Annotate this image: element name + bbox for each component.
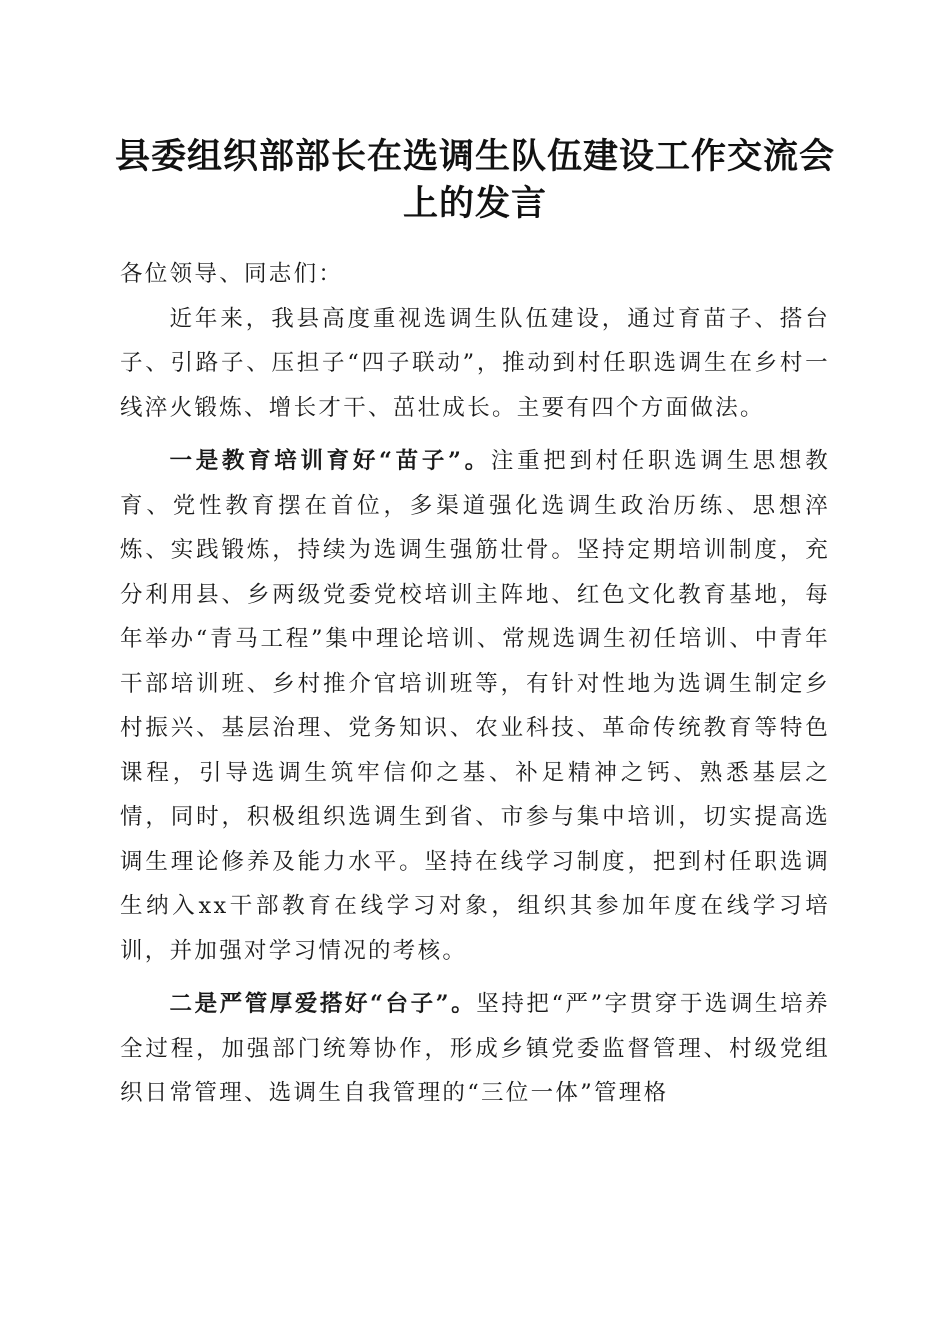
paragraph-text: 注重把到村任职选调生思想教育、党性教育摆在首位，多渠道强化选调生政治历练、思想淬炼、实践锻炼，持续为选调生强筋壮骨。坚持定期培训制度，充分利用县、乡两级党委党校培训主阵地、红色文化教育基地，每年举办“青马工程”集中理论培训、常规选调生初任培训、中青年干部培训班、乡村推介官培训班等，有针对性地为选调生制定乡村振兴、基层治理、党务知识、农业科技、革命传统教育等特色课程，引导选调生筑牢信仰之基、补足精神之钙、熟悉基层之情，同时，积极组织选调生到省、市参与集中培训，切实提高选调生理论修养及能力水平。坚持在线学习制度，把到村任职选调生纳入xx干部教育在线学习对象，组织其参加年度在线学习培训，并加强对学习情况的考核。 — [120, 448, 830, 964]
paragraph-education — [120, 439, 830, 973]
paragraph-text: 近年来，我县高度重视选调生队伍建设，通过育苗子、搭台子、引路子、压担子“四子联动”，推动到村任职选调生在乡村一线淬火锻炼、增长才干、茁壮成长。主要有四个方面做法。 — [120, 305, 830, 421]
paragraph-intro — [120, 297, 830, 431]
paragraph-lead: 一是教育培训育好“苗子”。 — [169, 448, 491, 474]
paragraph-text: 坚持把“严”字贯穿于选调生培养全过程，加强部门统筹协作，形成乡镇党委监督管理、村级党组织日常管理、选调生自我管理的“三位一体”管理格 — [120, 991, 830, 1106]
document-body — [120, 252, 830, 1116]
document-title: 县委组织部部长在选调生队伍建设工作交流会上的发言 — [114, 136, 835, 224]
paragraph-lead: 二是严管厚爱搭好“台子”。 — [169, 991, 477, 1017]
paragraph-management — [120, 982, 830, 1116]
salutation: 各位领导、同志们： — [120, 261, 344, 287]
